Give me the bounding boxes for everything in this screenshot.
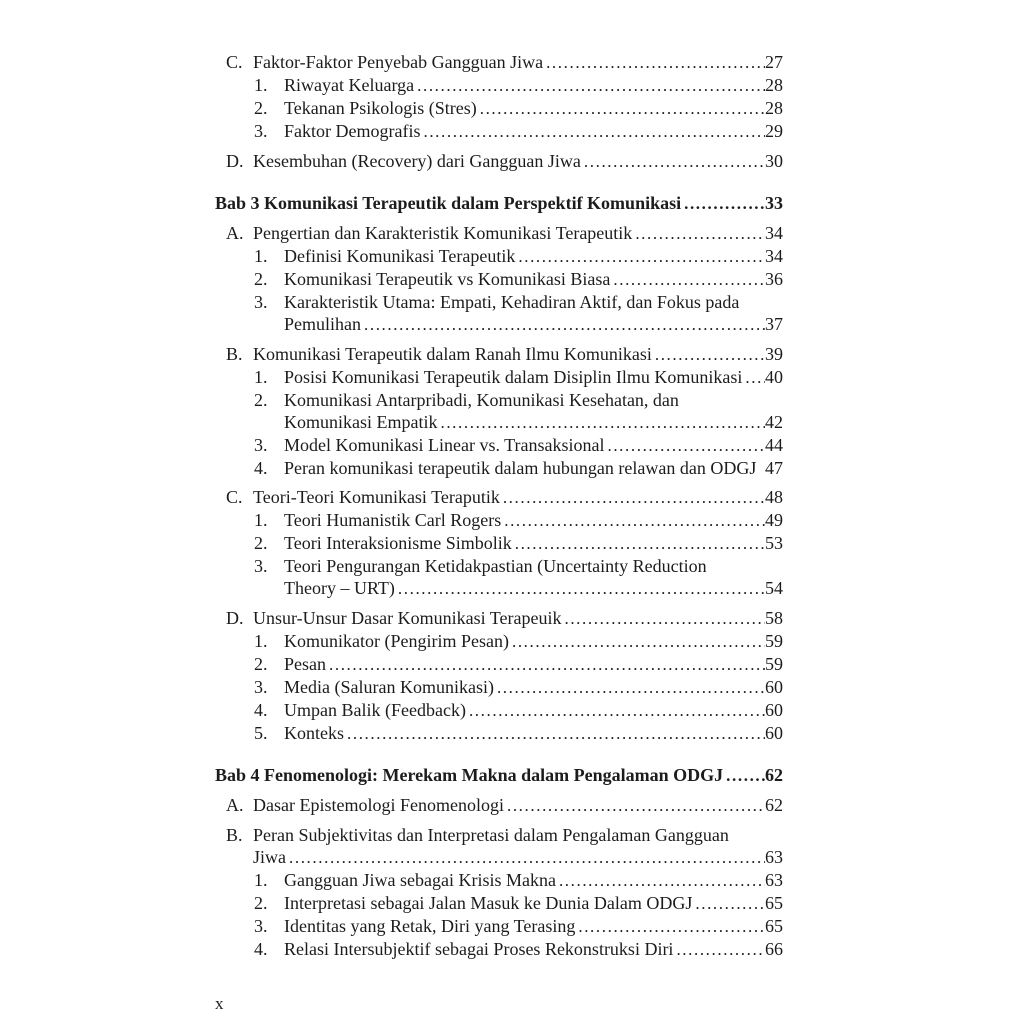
toc-entry-text: Bab 3 Komunikasi Terapeutik dalam Perspektif Komunikasi: [215, 193, 682, 213]
dot-leader: [414, 74, 765, 97]
toc-entry-line: [215, 366, 783, 389]
toc-entry-page: 44: [765, 435, 783, 455]
dot-leader: [632, 222, 765, 245]
toc-entry-line: [215, 486, 783, 509]
dot-leader: [420, 120, 765, 143]
toc-entry-page: 37: [765, 314, 783, 334]
toc-entry-line: [215, 389, 783, 411]
toc-entry-page: 60: [765, 677, 783, 697]
toc-list: [215, 51, 783, 961]
toc-entry-page: 48: [765, 487, 783, 507]
toc-entry-text: Model Komunikasi Linear vs. Transaksional: [284, 435, 605, 455]
toc-entry-line: [215, 938, 783, 961]
toc-entry-label: B.: [226, 825, 243, 845]
toc-entry-page: 49: [765, 510, 783, 530]
toc-entry-text: Konteks: [284, 723, 344, 743]
toc-entry-text: Teori Interaksionisme Simbolik: [284, 533, 512, 553]
dot-leader: [501, 509, 765, 532]
toc-entry-label: 3.: [254, 556, 268, 576]
dot-leader: [723, 764, 765, 787]
toc-entry-line: [215, 411, 783, 434]
toc-entry-text: Teori Pengurangan Ketidakpastian (Uncertainty Reduction: [284, 556, 707, 576]
toc-entry-page: 63: [765, 847, 783, 867]
toc-entry-label: A.: [226, 795, 244, 815]
toc-entry-text: Umpan Balik (Feedback): [284, 700, 466, 720]
toc-entry-label: A.: [226, 223, 244, 243]
toc-entry-line: [215, 892, 783, 915]
toc-entry-line: [215, 915, 783, 938]
dot-leader: [361, 313, 765, 336]
toc-entry-page: 62: [765, 795, 783, 815]
dot-leader: [652, 343, 765, 366]
dot-leader: [610, 268, 765, 291]
toc-entry-line: [215, 457, 783, 479]
dot-leader: [543, 51, 765, 74]
toc-entry-line: [215, 343, 783, 366]
toc-entry-text: Komunikator (Pengirim Pesan): [284, 631, 509, 651]
dot-leader: [581, 150, 765, 173]
toc-entry-page: 53: [765, 533, 783, 553]
toc-entry-label: 2.: [254, 98, 268, 118]
toc-entry-label: 5.: [254, 723, 268, 743]
toc-entry-page: 54: [765, 578, 783, 598]
dot-leader: [604, 434, 765, 457]
toc-entry-label: 1.: [254, 367, 268, 387]
toc-entry-page: 36: [765, 269, 783, 289]
toc-entry-label: 2.: [254, 654, 268, 674]
toc-entry-page: 58: [765, 608, 783, 628]
toc-entry-line: [215, 150, 783, 173]
toc-entry-line: [215, 794, 783, 817]
toc-entry-line: [215, 245, 783, 268]
toc-entry-label: C.: [226, 487, 243, 507]
toc-entry-text: Theory – URT): [284, 578, 395, 598]
dot-leader: [395, 577, 765, 600]
toc-entry-label: 1.: [254, 870, 268, 890]
toc-entry-text: Pesan: [284, 654, 326, 674]
toc-entry-line: [215, 577, 783, 600]
toc-entry-line: [215, 764, 783, 787]
toc-entry-text: Bab 4 Fenomenologi: Merekam Makna dalam Pengalaman ODGJ: [215, 765, 724, 785]
dot-leader: [437, 411, 765, 434]
toc-entry-line: [215, 509, 783, 532]
toc-entry-label: B.: [226, 344, 243, 364]
dot-leader: [575, 915, 765, 938]
toc-entry-page: 27: [765, 52, 783, 72]
dot-leader: [286, 846, 765, 869]
toc-entry-label: 3.: [254, 292, 268, 312]
toc-entry-text: Gangguan Jiwa sebagai Krisis Makna: [284, 870, 556, 890]
toc-entry-text: Jiwa: [253, 847, 286, 867]
dot-leader: [556, 869, 765, 892]
toc-entry-page: 34: [765, 223, 783, 243]
toc-entry-text: Relasi Intersubjektif sebagai Proses Rekonstruksi Diri: [284, 939, 674, 959]
toc-entry-page: 65: [765, 916, 783, 936]
toc-entry-page: 28: [765, 75, 783, 95]
toc-entry-text: Riwayat Keluarga: [284, 75, 415, 95]
toc-entry-text: Peran Subjektivitas dan Interpretasi dalam Pengalaman Gangguan: [253, 825, 729, 845]
toc-entry-text: Karakteristik Utama: Empati, Kehadiran Aktif, dan Fokus pada: [284, 292, 740, 312]
toc-entry-label: D.: [226, 608, 244, 628]
dot-leader: [477, 97, 765, 120]
toc-entry-text: Media (Saluran Komunikasi): [284, 677, 494, 697]
toc-entry-page: 40: [765, 367, 783, 387]
toc-entry-line: [215, 313, 783, 336]
toc-entry-label: D.: [226, 151, 244, 171]
toc-entry-label: 1.: [254, 246, 268, 266]
dot-leader: [561, 607, 765, 630]
toc-entry-label: 2.: [254, 390, 268, 410]
toc-entry-line: [215, 607, 783, 630]
dot-leader: [692, 892, 765, 915]
toc-entry-line: [215, 699, 783, 722]
toc-entry-line: [215, 74, 783, 97]
toc-entry-line: [215, 268, 783, 291]
toc-entry-page: 30: [765, 151, 783, 171]
toc-entry-text: Kesembuhan (Recovery) dari Gangguan Jiwa: [253, 151, 581, 171]
toc-entry-page: 29: [765, 121, 783, 141]
dot-leader: [515, 245, 765, 268]
table-of-contents-page: [215, 0, 783, 961]
dot-leader: [681, 192, 765, 215]
toc-entry-text: Unsur-Unsur Dasar Komunikasi Terapeuik: [253, 608, 562, 628]
toc-entry-page: 66: [765, 939, 783, 959]
toc-entry-line: [215, 192, 783, 215]
toc-entry-line: [215, 676, 783, 699]
toc-entry-page: 65: [765, 893, 783, 913]
toc-entry-line: [215, 653, 783, 676]
toc-entry-line: [215, 434, 783, 457]
toc-entry-label: 2.: [254, 269, 268, 289]
toc-entry-label: C.: [226, 52, 243, 72]
toc-entry-page: 62: [765, 765, 783, 785]
toc-entry-line: [215, 846, 783, 869]
toc-entry-label: 2.: [254, 893, 268, 913]
page-number-footer: x: [215, 994, 224, 1013]
toc-entry-text: Dasar Epistemologi Fenomenologi: [253, 795, 504, 815]
toc-entry-label: 4.: [254, 458, 268, 478]
toc-entry-label: 2.: [254, 533, 268, 553]
toc-entry-text: Definisi Komunikasi Terapeutik: [284, 246, 516, 266]
toc-entry-label: 3.: [254, 121, 268, 141]
toc-entry-page: 42: [765, 412, 783, 432]
toc-entry-text: Tekanan Psikologis (Stres): [284, 98, 477, 118]
toc-entry-line: [215, 120, 783, 143]
toc-entry-text: Posisi Komunikasi Terapeutik dalam Disiplin Ilmu Komunikasi: [284, 367, 743, 387]
toc-entry-page: 28: [765, 98, 783, 118]
dot-leader: [512, 532, 765, 555]
toc-entry-page: 60: [765, 723, 783, 743]
toc-entry-line: [215, 869, 783, 892]
toc-entry-line: [215, 630, 783, 653]
dot-leader: [466, 699, 765, 722]
dot-leader: [326, 653, 765, 676]
toc-entry-text: Faktor-Faktor Penyebab Gangguan Jiwa: [253, 52, 544, 72]
toc-entry-line: [215, 532, 783, 555]
toc-entry-text: Komunikasi Terapeutik dalam Ranah Ilmu Komunikasi: [253, 344, 652, 364]
toc-entry-text: Komunikasi Terapeutik vs Komunikasi Biasa: [284, 269, 611, 289]
toc-entry-line: [215, 291, 783, 313]
toc-entry-label: 3.: [254, 435, 268, 455]
toc-entry-text: Interpretasi sebagai Jalan Masuk ke Dunia Dalam ODGJ: [284, 893, 693, 913]
toc-entry-line: [215, 51, 783, 74]
toc-entry-text: Komunikasi Antarpribadi, Komunikasi Kesehatan, dan: [284, 390, 679, 410]
toc-entry-line: [215, 722, 783, 745]
toc-entry-text: Teori Humanistik Carl Rogers: [284, 510, 502, 530]
toc-entry-text: Identitas yang Retak, Diri yang Terasing: [284, 916, 576, 936]
dot-leader: [673, 938, 765, 961]
toc-entry-page: 39: [765, 344, 783, 364]
toc-entry-page: 59: [765, 654, 783, 674]
toc-entry-label: 4.: [254, 939, 268, 959]
toc-entry-label: 3.: [254, 916, 268, 936]
toc-entry-text: Teori-Teori Komunikasi Teraputik: [253, 487, 500, 507]
toc-entry-label: 1.: [254, 631, 268, 651]
toc-entry-line: [215, 222, 783, 245]
toc-entry-line: [215, 97, 783, 120]
toc-entry-page: 47: [765, 458, 783, 478]
toc-entry-page: 59: [765, 631, 783, 651]
toc-entry-page: 34: [765, 246, 783, 266]
toc-entry-text: Faktor Demografis: [284, 121, 421, 141]
dot-leader: [742, 366, 765, 389]
toc-entry-line: [215, 555, 783, 577]
dot-leader: [504, 794, 765, 817]
dot-leader: [509, 630, 765, 653]
toc-entry-text: Pengertian dan Karakteristik Komunikasi Terapeutik: [253, 223, 633, 243]
toc-entry-label: 1.: [254, 75, 268, 95]
toc-entry-label: 3.: [254, 677, 268, 697]
toc-entry-page: 63: [765, 870, 783, 890]
toc-entry-page: 33: [765, 193, 783, 213]
toc-entry-text: Pemulihan: [284, 314, 361, 334]
toc-entry-text: Komunikasi Empatik: [284, 412, 438, 432]
dot-leader: [500, 486, 765, 509]
dot-leader: [494, 676, 765, 699]
toc-entry-label: 4.: [254, 700, 268, 720]
toc-entry-page: 60: [765, 700, 783, 720]
toc-entry-line: [215, 824, 783, 846]
toc-entry-text: Peran komunikasi terapeutik dalam hubungan relawan dan ODGJ: [284, 458, 757, 478]
dot-leader: [344, 722, 765, 745]
toc-entry-label: 1.: [254, 510, 268, 530]
